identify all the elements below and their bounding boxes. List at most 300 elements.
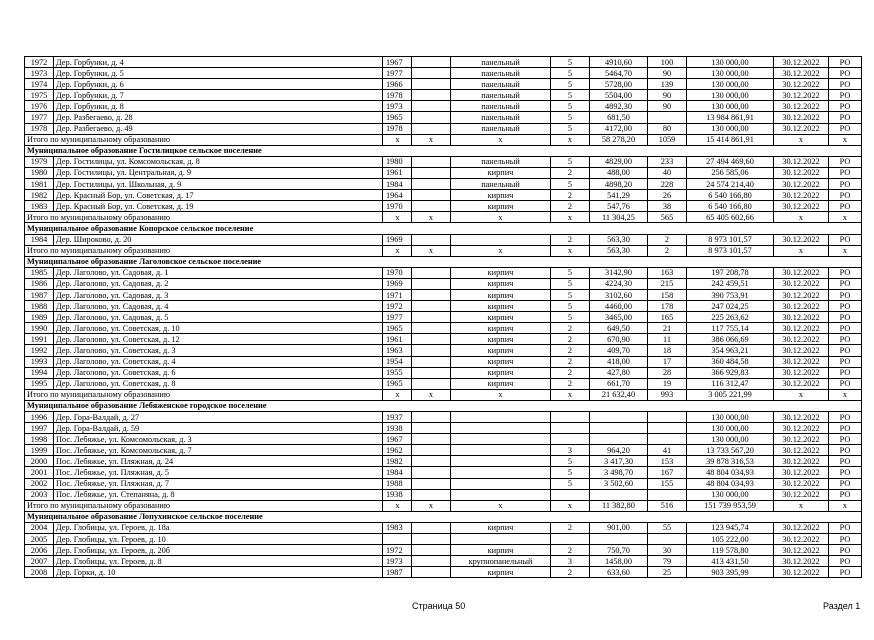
table-cell [412,334,451,345]
subtotal-cell: х [412,500,451,511]
table-cell [412,534,451,545]
table-cell: 178 [648,301,687,312]
table-cell: 1982 [383,456,412,467]
table-cell: кирпич [451,567,551,578]
table-cell: 1971 [383,289,412,300]
table-cell: 1994 [25,367,54,378]
subtotal-cell: 15 414 861,91 [687,134,774,145]
table-row [25,567,862,578]
table-cell: 5728,00 [590,79,648,90]
table-cell: РО [829,423,862,434]
table-cell: 2001 [25,467,54,478]
table-row [25,345,862,356]
table-cell: 366 929,83 [687,367,774,378]
table-cell: 5 [551,79,590,90]
table-cell: 30.12.2022 [774,412,829,423]
table-cell: 1978 [383,123,412,134]
table-row [25,522,862,533]
table-cell [412,57,451,68]
subtotal-cell: х [383,245,412,256]
table-cell: кирпич [451,278,551,289]
table-cell: 117 755,14 [687,323,774,334]
table-cell: Пос. Лебяжье, ул. Пляжная, д. 5 [54,467,383,478]
table-cell: 2 [551,356,590,367]
table-cell: 153 [648,456,687,467]
table-row [25,167,862,178]
table-cell: кирпич [451,345,551,356]
subtotal-cell: х [551,212,590,223]
table-cell: 13 984 861,91 [687,112,774,123]
table-cell: Дер. Лаголово, ул. Садовая, д. 1 [54,267,383,278]
table-row [25,378,862,389]
table-cell: 1977 [383,68,412,79]
subtotal-cell: х [829,500,862,511]
table-cell: 30.12.2022 [774,234,829,245]
subtotal-cell: х [383,389,412,400]
table-cell: 256 585,06 [687,167,774,178]
table-cell: РО [829,456,862,467]
table-cell: 1993 [25,356,54,367]
table-cell: 30.12.2022 [774,57,829,68]
table-cell: РО [829,57,862,68]
table-cell: Дер. Горбунки, д. 6 [54,79,383,90]
table-cell: 5 [551,278,590,289]
table-cell: 3465,00 [590,312,648,323]
table-row [25,423,862,434]
table-cell: 30.12.2022 [774,522,829,533]
table-cell: 30.12.2022 [774,467,829,478]
subtotal-cell: 993 [648,389,687,400]
table-cell: РО [829,278,862,289]
table-cell [412,234,451,245]
table-cell: 48 804 034,93 [687,467,774,478]
table-cell [412,456,451,467]
table-cell: 1996 [25,412,54,423]
table-row [25,367,862,378]
table-cell: 30.12.2022 [774,534,829,545]
table-cell: Дер. Лаголово, ул. Советская, д. 4 [54,356,383,367]
table-cell: 55 [648,522,687,533]
table-cell [451,534,551,545]
table-cell: 4892,30 [590,101,648,112]
table-cell: 130 000,00 [687,423,774,434]
table-cell: 5 [551,68,590,79]
table-cell: Дер. Лаголово, ул. Советская, д. 6 [54,367,383,378]
table-cell: Пос. Лебяжье, ул. Пляжная, д. 7 [54,478,383,489]
table-cell: 4460,00 [590,301,648,312]
table-cell: 1980 [25,167,54,178]
table-cell: 5 [551,467,590,478]
table-cell: 1972 [25,57,54,68]
table-cell: 1991 [25,334,54,345]
table-cell: 4224,30 [590,278,648,289]
table-row [25,556,862,567]
table-cell: 2 [551,234,590,245]
table-cell: 1972 [383,301,412,312]
table-cell: 964,20 [590,445,648,456]
table-cell: РО [829,323,862,334]
subtotal-label: Итого по муниципальному образованию [25,389,383,400]
table-cell: РО [829,289,862,300]
table-cell: 1978 [383,90,412,101]
table-cell: 41 [648,445,687,456]
table-cell: 1981 [25,179,54,190]
table-cell [412,478,451,489]
subtotal-cell: 21 632,40 [590,389,648,400]
table-cell: 30.12.2022 [774,301,829,312]
table-cell [412,179,451,190]
table-cell: 670,90 [590,334,648,345]
table-cell: 1965 [383,378,412,389]
subtotal-cell: х [383,500,412,511]
table-cell [412,489,451,500]
table-cell: 116 312,47 [687,378,774,389]
table-cell: РО [829,112,862,123]
table-cell: 130 000,00 [687,57,774,68]
table-cell: 30.12.2022 [774,356,829,367]
table-cell: 3102,60 [590,289,648,300]
table-cell: 390 753,91 [687,289,774,300]
table-cell: 1983 [383,522,412,533]
subtotal-cell: х [774,500,829,511]
table-cell: 130 000,00 [687,101,774,112]
subtotal-cell: х [451,500,551,511]
table-cell: 30.12.2022 [774,123,829,134]
table-cell: 3 [551,556,590,567]
table-cell: 1974 [25,79,54,90]
table-cell: 4829,00 [590,156,648,167]
table-cell: 30.12.2022 [774,334,829,345]
section-label: Раздел 1 [823,601,861,611]
table-cell: 233 [648,156,687,167]
table-cell: РО [829,534,862,545]
subtotal-cell: х [774,245,829,256]
table-cell: 247 024,25 [687,301,774,312]
table-cell: 547,76 [590,201,648,212]
table-cell: Пос. Лебяжье, ул. Комсомольская, д. 3 [54,434,383,445]
table-cell: 1988 [25,301,54,312]
table-cell: 215 [648,278,687,289]
subtotal-row [25,212,862,223]
table-cell: Дер. Гостилицы, ул. Школьная, д. 9 [54,179,383,190]
table-cell: 30.12.2022 [774,323,829,334]
table-cell: 13 733 567,20 [687,445,774,456]
table-cell [412,101,451,112]
table-cell: 30.12.2022 [774,167,829,178]
table-row [25,412,862,423]
table-cell: 17 [648,356,687,367]
table-cell: РО [829,378,862,389]
table-cell: кирпич [451,289,551,300]
subtotal-cell: 8 973 101,57 [687,245,774,256]
table-cell: 3 [551,445,590,456]
table-cell: Дер. Лаголово, ул. Садовая, д. 5 [54,312,383,323]
table-cell: кирпич [451,367,551,378]
table-row [25,445,862,456]
table-cell: 130 000,00 [687,434,774,445]
subtotal-cell: х [451,389,551,400]
subtotal-cell: х [412,212,451,223]
table-cell: панельный [451,90,551,101]
subtotal-cell: х [551,134,590,145]
municipality-name: Муниципальное образование Лебяженское городское поселение [25,400,862,411]
table-cell: Дер. Лаголово, ул. Садовая, д. 3 [54,289,383,300]
table-cell: 30.12.2022 [774,456,829,467]
table-cell: 1972 [383,545,412,556]
table-cell: 1995 [25,378,54,389]
table-cell: Дер. Горбунки, д. 5 [54,68,383,79]
subtotal-cell: 58 278,20 [590,134,648,145]
subtotal-cell: 1059 [648,134,687,145]
table-row [25,489,862,500]
table-cell: 1987 [25,289,54,300]
table-cell: 40 [648,167,687,178]
table-cell: 48 804 034,93 [687,478,774,489]
table-cell: 2 [551,334,590,345]
table-cell: 386 066,69 [687,334,774,345]
table-cell: кирпич [451,267,551,278]
table-cell: Дер. Глобицы, ул. Героев, д. 10 [54,534,383,545]
subtotal-label: Итого по муниципальному образованию [25,500,383,511]
table-cell: 1937 [383,412,412,423]
table-cell [451,445,551,456]
table-cell: 25 [648,567,687,578]
table-cell: Дер. Гостилицы, ул. Центральная, д. 9 [54,167,383,178]
table-cell [412,167,451,178]
table-cell: 1984 [25,234,54,245]
table-cell: 418,00 [590,356,648,367]
table-cell: 1955 [383,367,412,378]
table-cell: кирпич [451,334,551,345]
table-cell: 3 502,60 [590,478,648,489]
table-cell: 165 [648,312,687,323]
table-cell: 1938 [383,423,412,434]
table-cell: 130 000,00 [687,489,774,500]
municipality-header-row [25,256,862,267]
table-cell: 2006 [25,545,54,556]
table-cell: 1980 [383,156,412,167]
table-cell: 30.12.2022 [774,156,829,167]
subtotal-cell: 11 304,25 [590,212,648,223]
table-cell: 2 [648,234,687,245]
table-cell: 3 417,30 [590,456,648,467]
table-cell [590,434,648,445]
table-cell [383,534,412,545]
table-cell: РО [829,312,862,323]
table-cell: 1997 [25,423,54,434]
table-cell [412,267,451,278]
table-cell: РО [829,101,862,112]
subtotal-cell: х [383,212,412,223]
table-cell: 1982 [25,190,54,201]
table-cell: РО [829,90,862,101]
table-cell: 105 222,00 [687,534,774,545]
subtotal-cell: х [829,134,862,145]
table-cell [451,456,551,467]
table-cell [648,412,687,423]
table-cell: 488,00 [590,167,648,178]
table-cell: панельный [451,179,551,190]
table-cell: 4172,00 [590,123,648,134]
table-cell: Дер. Лаголово, ул. Садовая, д. 4 [54,301,383,312]
table-cell: 1938 [383,489,412,500]
table-cell: 1976 [25,101,54,112]
table-cell: 5 [551,312,590,323]
table-cell: РО [829,567,862,578]
table-cell: 3 498,70 [590,467,648,478]
table-cell: 1983 [25,201,54,212]
table-cell: Дер. Красный Бор, ул. Советская, д. 19 [54,201,383,212]
subtotal-cell: 3 005 221,99 [687,389,774,400]
subtotal-cell: х [412,134,451,145]
subtotal-cell: 563,30 [590,245,648,256]
table-cell: РО [829,489,862,500]
table-row [25,545,862,556]
table-cell: 228 [648,179,687,190]
housing-register-table [24,56,862,578]
table-cell: 11 [648,334,687,345]
table-cell: 5504,00 [590,90,648,101]
subtotal-cell: х [774,212,829,223]
table-cell: 1988 [383,478,412,489]
table-cell [412,345,451,356]
table-cell: 163 [648,267,687,278]
table-cell: панельный [451,79,551,90]
table-cell: Дер. Красный Бор, ул. Советская, д. 17 [54,190,383,201]
table-cell [412,423,451,434]
table-cell: 21 [648,323,687,334]
table-cell: 649,50 [590,323,648,334]
table-row [25,456,862,467]
table-cell: 5 [551,289,590,300]
table-cell: 2007 [25,556,54,567]
table-cell: 2 [551,367,590,378]
table-cell: 1965 [383,112,412,123]
subtotal-cell: 11 382,80 [590,500,648,511]
table-cell: 130 000,00 [687,79,774,90]
table-cell: 354 963,21 [687,345,774,356]
table-cell: 2 [551,190,590,201]
table-cell: 1967 [383,57,412,68]
table-cell [551,412,590,423]
table-cell [412,79,451,90]
table-cell: Дер. Глобицы, ул. Героев, д. 8 [54,556,383,567]
table-cell: 30.12.2022 [774,68,829,79]
table-cell: 1986 [25,278,54,289]
subtotal-cell: х [829,212,862,223]
table-cell: Дер. Горбунки, д. 8 [54,101,383,112]
table-cell [590,412,648,423]
table-cell: 30.12.2022 [774,345,829,356]
table-cell [412,68,451,79]
municipality-name: Муниципальное образование Копорское сельское поселение [25,223,862,234]
table-cell [412,323,451,334]
table-cell: 5 [551,267,590,278]
table-cell [412,112,451,123]
table-cell: 26 [648,190,687,201]
table-cell: РО [829,156,862,167]
table-cell: РО [829,412,862,423]
table-cell: 661,70 [590,378,648,389]
table-cell [412,312,451,323]
table-cell: 1984 [383,179,412,190]
table-cell [412,378,451,389]
table-cell: 1964 [383,190,412,201]
table-cell: 413 431,50 [687,556,774,567]
table-cell: 2003 [25,489,54,500]
table-cell: РО [829,345,862,356]
table-cell [590,489,648,500]
table-cell: 30.12.2022 [774,179,829,190]
table-cell: 90 [648,101,687,112]
table-row [25,434,862,445]
table-cell: РО [829,201,862,212]
table-cell: 1990 [25,323,54,334]
table-cell: 30.12.2022 [774,190,829,201]
table-cell: 2 [551,167,590,178]
table-cell: 1984 [383,467,412,478]
table-row [25,112,862,123]
subtotal-cell: х [383,134,412,145]
table-cell: 2 [551,522,590,533]
table-cell: 1973 [25,68,54,79]
table-cell: 79 [648,556,687,567]
table-cell [412,356,451,367]
table-cell: 100 [648,57,687,68]
table-cell: Дер. Горбунки, д. 4 [54,57,383,68]
table-cell [412,445,451,456]
table-cell: панельный [451,123,551,134]
table-cell: РО [829,301,862,312]
table-cell: 30.12.2022 [774,79,829,90]
table-cell: Дер. Лаголово, ул. Садовая, д. 2 [54,278,383,289]
table-cell: 1975 [25,90,54,101]
table-cell [412,289,451,300]
table-cell: 155 [648,478,687,489]
table-cell [451,434,551,445]
table-cell: 360 484,58 [687,356,774,367]
municipality-header-row [25,511,862,522]
table-cell: Дер. Разбегаево, д. 49 [54,123,383,134]
table-cell: 1970 [383,267,412,278]
table-cell: Дер. Глобицы, ул. Героев, д. 18а [54,522,383,533]
table-cell: 903 395,99 [687,567,774,578]
table-cell: 1961 [383,167,412,178]
municipality-header-row [25,400,862,411]
table-cell [412,123,451,134]
table-row [25,312,862,323]
table-row [25,201,862,212]
table-cell: РО [829,79,862,90]
table-cell: 30.12.2022 [774,201,829,212]
table-cell [412,278,451,289]
table-cell: Дер. Широково, д. 20 [54,234,383,245]
municipality-name: Муниципальное образование Гостилицкое сельское поселение [25,145,862,156]
subtotal-cell: х [551,245,590,256]
table-cell [451,234,551,245]
table-cell: 139 [648,79,687,90]
table-cell: 30.12.2022 [774,289,829,300]
table-cell: Пос. Лебяжье, ул. Комсомольская, д. 7 [54,445,383,456]
table-cell: 39 878 316,53 [687,456,774,467]
table-cell: крупнопанельный [451,556,551,567]
table-cell: кирпич [451,190,551,201]
table-cell: РО [829,434,862,445]
table-cell [412,301,451,312]
table-cell: кирпич [451,545,551,556]
subtotal-row [25,134,862,145]
table-cell: 1962 [383,445,412,456]
